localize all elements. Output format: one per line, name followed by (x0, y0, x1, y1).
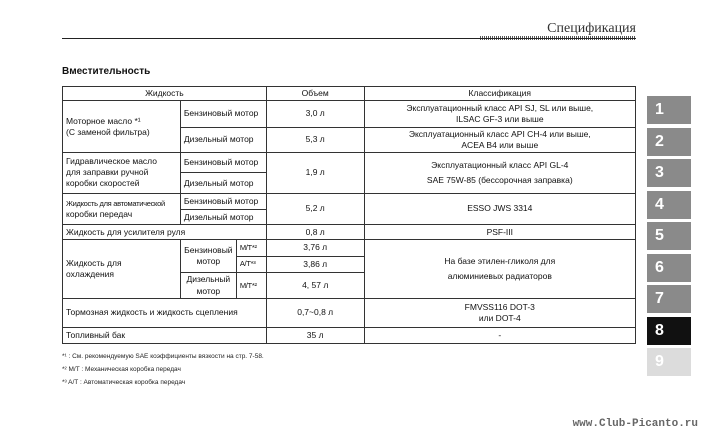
auto-trans-class: ESSO JWS 3314 (364, 193, 635, 224)
fuel-tank-volume: 35 л (266, 327, 364, 343)
header-fluid: Жидкость (63, 87, 267, 101)
hydraulic-oil-diesel-label: Дизельный мотор (180, 173, 266, 193)
watermark: www.Club-Picanto.ru (572, 418, 698, 430)
coolant-petrol-mt-label: M/T*² (236, 240, 266, 256)
footnote-1: *¹ : См. рекомендуемую SAE коэффициенты вязкости на стр. 7-58. (62, 353, 264, 360)
engine-oil-diesel-volume: 5,3 л (266, 127, 364, 152)
capacity-table (62, 86, 636, 344)
table-row (63, 153, 636, 173)
brake-fluid-class: FMVSS116 DOT-3 или DOT-4 (364, 299, 635, 327)
table-row (63, 193, 636, 209)
engine-oil-diesel-label: Дизельный мотор (180, 127, 266, 152)
brake-fluid-volume: 0,7~0,8 л (266, 299, 364, 327)
coolant-diesel-label: Дизельный мотор (180, 272, 236, 298)
power-steering-name: Жидкость для усилителя руля (63, 225, 267, 240)
page-header-title: Спецификация (547, 21, 636, 36)
auto-trans-petrol-label: Бензиновый мотор (180, 193, 266, 209)
hydraulic-oil-volume: 1,9 л (266, 153, 364, 194)
coolant-diesel-mt-volume: 4, 57 л (266, 272, 364, 298)
chapter-tab-7[interactable]: 7 (647, 285, 691, 313)
auto-trans-name (63, 193, 181, 224)
chapter-tab-3[interactable]: 3 (647, 159, 691, 187)
section-heading: Вместительность (62, 66, 151, 77)
auto-trans-name-line1: Жидкость для автоматической (66, 198, 165, 208)
chapter-tab-2[interactable]: 2 (647, 128, 691, 156)
auto-trans-diesel-label: Дизельный мотор (180, 209, 266, 224)
header-classification: Классификация (364, 87, 635, 101)
chapter-tabs (647, 96, 691, 380)
footnote-3: *³ A/T : Автоматическая коробка передач (62, 379, 186, 386)
hydraulic-oil-petrol-label: Бензиновый мотор (180, 153, 266, 173)
header-rule (62, 38, 636, 39)
chapter-tab-5[interactable]: 5 (647, 222, 691, 250)
table-row (63, 240, 636, 256)
table-row (63, 225, 636, 240)
chapter-tab-6[interactable]: 6 (647, 254, 691, 282)
coolant-diesel-mt-label: M/T*² (236, 272, 266, 298)
hydraulic-oil-class: Эксплуатационный класс API GL-4 SAE 75W-85 (бессорочная заправка) (364, 153, 635, 194)
auto-trans-name-line2: коробки передач (66, 208, 133, 219)
header-volume: Объем (266, 87, 364, 101)
table-row (63, 299, 636, 327)
coolant-petrol-mt-volume: 3,76 л (266, 240, 364, 256)
table-header-row (63, 87, 636, 101)
coolant-petrol-at-label: A/T*³ (236, 256, 266, 272)
power-steering-volume: 0,8 л (266, 225, 364, 240)
coolant-petrol-label: Бензиновый мотор (180, 240, 236, 272)
footnotes (62, 350, 264, 389)
auto-trans-volume: 5,2 л (266, 193, 364, 224)
engine-oil-petrol-class: Эксплуатационный класс API SJ, SL или выше, ILSAC GF-3 или выше (364, 101, 635, 127)
hydraulic-oil-name: Гидравлическое масло для заправки ручной коробки скоростей (63, 153, 181, 194)
coolant-petrol-at-volume: 3,86 л (266, 256, 364, 272)
engine-oil-petrol-volume: 3,0 л (266, 101, 364, 127)
power-steering-class: PSF-III (364, 225, 635, 240)
table-row (63, 327, 636, 343)
brake-fluid-name: Тормозная жидкость и жидкость сцепления (63, 299, 267, 327)
coolant-class: На базе этилен-гликоля для алюминиевых радиаторов (364, 240, 635, 299)
fuel-tank-class: - (364, 327, 635, 343)
coolant-name: Жидкость для охлаждения (63, 240, 181, 299)
chapter-tab-1[interactable]: 1 (647, 96, 691, 124)
engine-oil-petrol-label: Бензиновый мотор (180, 101, 266, 127)
table-row (63, 101, 636, 127)
chapter-tab-9[interactable]: 9 (647, 348, 691, 376)
fuel-tank-name: Топливный бак (63, 327, 267, 343)
footnote-2: *² M/T : Механическая коробка передач (62, 366, 181, 373)
engine-oil-diesel-class: Эксплуатационный класс API CH-4 или выше, ACEA B4 или выше (364, 127, 635, 152)
engine-oil-name: Моторное масло *¹ (С заменой фильтра) (63, 101, 181, 153)
chapter-tab-4[interactable]: 4 (647, 191, 691, 219)
chapter-tab-8[interactable]: 8 (647, 317, 691, 345)
